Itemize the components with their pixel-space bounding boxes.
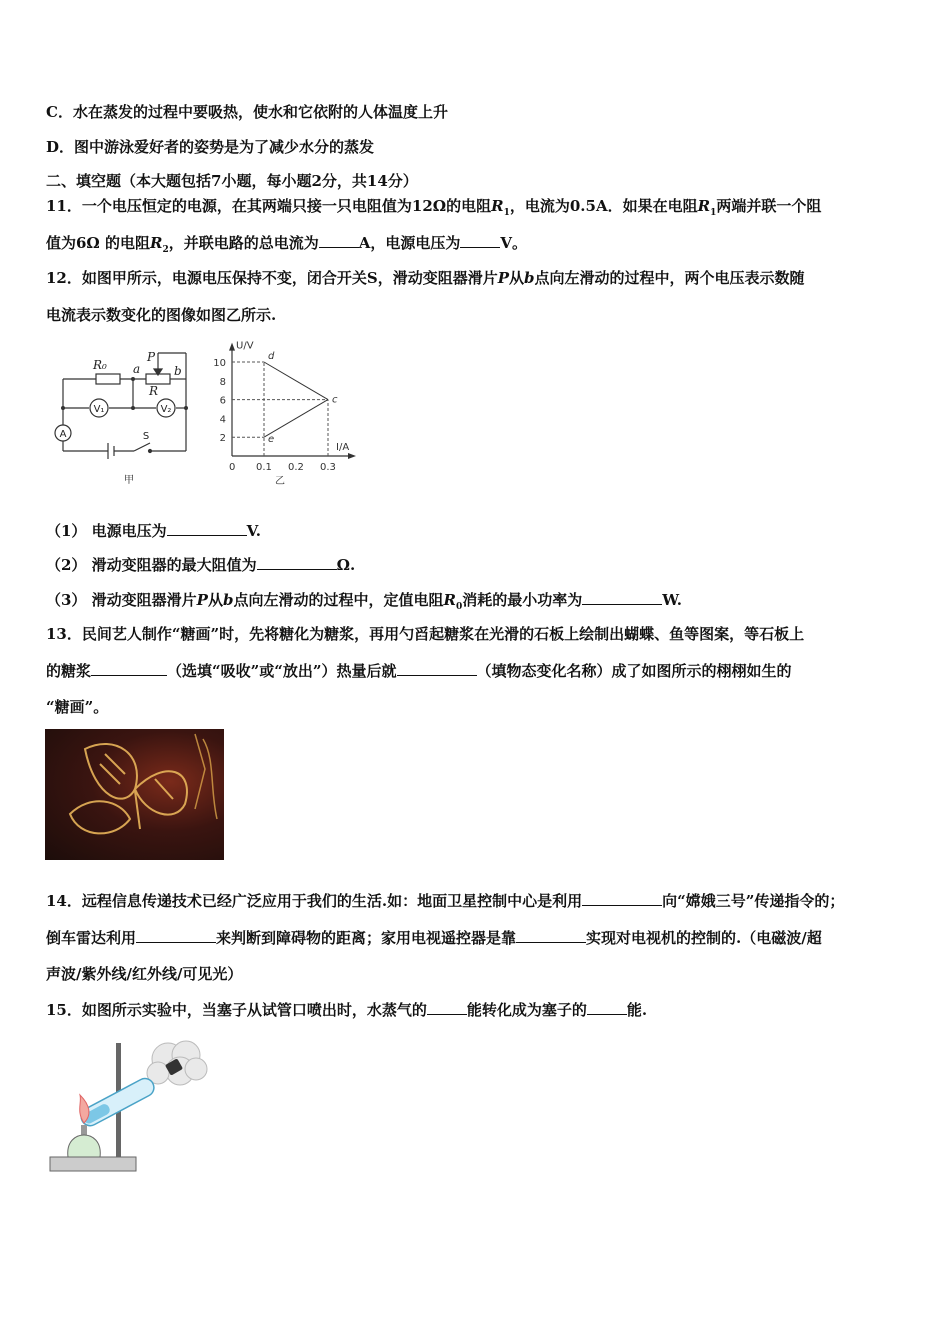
y-tick-label: 2 [219,433,226,445]
node-a-label: a [133,362,141,376]
answer-blank[interactable] [91,661,167,676]
q14-line3: 声波/紫外线/红外线/可见光） [46,965,243,983]
answer-blank[interactable] [167,521,247,536]
node-b-label: b [174,364,182,378]
sugar-painting-photo [45,729,224,860]
y-axis-arrow [229,343,235,351]
answer-blank[interactable] [136,928,216,943]
option-d: D．图中游泳爱好者的姿势是为了减少水分的蒸发 [46,138,375,156]
option-c: C．水在蒸发的过程中要吸热，使水和它依附的人体温度上升 [46,103,448,121]
y-tick-label: 8 [219,376,226,388]
x-axis-label: I/A [336,442,350,453]
chart-caption: 乙 [275,476,285,487]
series-line-1 [264,362,328,400]
q12-line2: 电流表示数变化的图像如图乙所示. [46,306,277,324]
ammeter-label: A [59,429,67,440]
point-label-e: e [268,434,275,446]
q12-sub3: （3） 滑动变阻器滑片P从b点向左滑动的过程中，定值电阻$R_0$消耗的最小功率为 W. [46,591,682,612]
y-tick-label: 4 [219,414,226,426]
circuit-diagram [46,345,216,490]
q11-line2: 值为6Ω 的电阻$R_2$，并联电路的总电流为 A，电源电压为 V。 [46,234,528,255]
voltmeter-1-label: V₁ [93,404,105,415]
q13-line1: 13．民间艺人制作“糖画”时，先将糖化为糖浆，再用勺舀起糖浆在光滑的石板上绘制出蝴蝶、鱼等图案，等石板上 [46,625,805,643]
answer-blank[interactable] [427,1000,467,1015]
x-tick-label: 0.1 [256,462,272,473]
point-label-c: c [332,394,338,406]
x-tick-label: 0 [229,462,236,473]
answer-blank[interactable] [587,1000,627,1015]
test-tube-experiment [48,1033,208,1179]
y-axis-label: U/V [236,340,254,352]
q14-line1: 14．远程信息传递技术已经广泛应用于我们的生活.如：地面卫星控制中心是利用 向“嫦娥三号”传递指令的； [46,892,845,910]
q13-line3: “糖画”。 [46,698,109,716]
q12-line1: 12．如图甲所示，电源电压保持不变，闭合开关S，滑动变阻器滑片P从b点向左滑动的过程中，两个电压表示数随 [46,269,805,287]
r0-label: R₀ [93,358,107,372]
slider-p-label: P [147,350,156,364]
answer-blank[interactable] [257,555,337,570]
answer-blank[interactable] [319,233,359,248]
y-tick-label: 10 [213,358,226,369]
q11-line1: 11．一个电压恒定的电源，在其两端只接一只电阻值为12Ω的电阻$R_1$，电流为0.5A．如果在电阻$R_1$两端并联一个阻 [46,197,822,218]
series-line-2 [264,400,328,438]
point-label-d: d [268,351,275,362]
answer-blank[interactable] [582,891,662,906]
x-axis-arrow [348,453,356,459]
rheostat-label: R [149,384,159,398]
circuit-caption: 甲 [124,475,134,486]
voltmeter-2-label: V₂ [160,404,172,415]
q12-sub1: （1） 电源电压为 V. [46,522,261,540]
answer-blank[interactable] [397,661,477,676]
q13-line2: 的糖浆 （选填“吸收”或“放出”）热量后就 （填物态变化名称）成了如图所示的栩栩如生的 [46,662,792,680]
q14-line2: 倒车雷达利用 来判断到障碍物的距离；家用电视遥控器是靠 实现对电视机的控制的.（电磁波/超 [46,929,822,947]
q15-line1: 15．如图所示实验中，当塞子从试管口喷出时，水蒸气的 能转化成为塞子的 能. [46,1001,648,1019]
x-tick-label: 0.3 [320,462,336,473]
q12-sub2: （2） 滑动变阻器的最大阻值为 Ω. [46,556,356,574]
x-tick-label: 0.2 [288,462,304,473]
answer-blank[interactable] [516,928,586,943]
answer-blank[interactable] [582,590,662,605]
section-heading: 二、填空题（本大题包括7小题，每小题2分，共14分） [46,172,418,190]
switch-label: S [142,431,150,442]
voltage-current-chart [212,338,372,490]
y-tick-label: 6 [219,395,226,407]
answer-blank[interactable] [460,233,500,248]
